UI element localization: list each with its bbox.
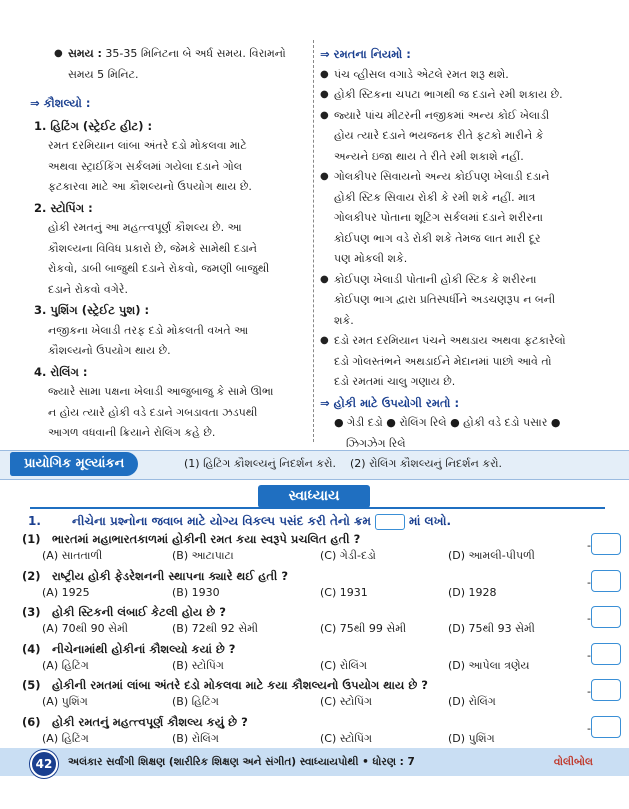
time-text: 35-35 મિનિટના બે અર્ધ સમય. વિરામનો xyxy=(105,47,286,60)
option-d[interactable]: (D) આપેલા ત્રણેય xyxy=(448,658,530,672)
question-number: (4) xyxy=(22,641,41,656)
option-d[interactable]: (D) 75થી 93 સેમી xyxy=(448,622,535,635)
skill-1-line-1: રમત દરમિયાન લાંબા અંતરે દડો મોકલવા માટે xyxy=(48,139,247,152)
games-line-2: ઝિગઝેગ રિલે xyxy=(346,436,406,450)
instruction xyxy=(72,512,451,530)
instruction-answer-box xyxy=(375,514,405,530)
games-heading: ⇒ હોકી માટે ઉપયોગી રમતો : xyxy=(320,395,460,410)
question-text: રાષ્ટ્રીય હોકી ફેડરેશનની સ્થાપના ક્યારે થઈ હતી ? xyxy=(52,568,289,583)
option-b[interactable]: (B) 72થી 92 સેમી xyxy=(172,622,259,635)
time-label: સમય : xyxy=(68,47,102,60)
option-d[interactable]: (D) 1928 xyxy=(448,585,497,599)
option-c[interactable]: (C) સ્ટોપિંગ xyxy=(320,731,373,745)
page-number: 42 xyxy=(30,750,58,778)
question-text: હોકી રમતનું મહત્ત્વપૂર્ણ કૌશલ્ય કયું છે ? xyxy=(52,714,248,729)
question-number: (5) xyxy=(22,678,41,692)
answer-box[interactable] xyxy=(591,533,621,555)
skill-4-line-3: આગળ વધવાની ક્રિયાને રોલિંગ કહે છે. xyxy=(48,426,216,439)
option-a[interactable]: (A) સાતતાળી xyxy=(42,549,103,562)
instruction-text-b: માં લખો. xyxy=(408,514,452,528)
practical-task-1: (1) હિટિંગ કૌશલ્યનું નિદર્શન કરો. xyxy=(184,457,336,470)
option-b[interactable]: (B) હિટિંગ xyxy=(172,695,219,708)
option-a[interactable]: (A) 70થી 90 સેમી xyxy=(42,622,128,635)
instruction-number: 1. xyxy=(28,514,41,528)
skill-2-line-4: દડાને રોકવો વગેરે. xyxy=(48,282,128,296)
answer-dash: - xyxy=(587,539,591,552)
skill-1-title: 1. હિટિંગ (સ્ટ્રેઈટ હીટ) : xyxy=(34,118,153,133)
rule-4-line-1: ● ગોલકીપર સિવાયનો અન્ય કોઈપણ ખેલાડી દડાને xyxy=(320,167,610,188)
question xyxy=(22,714,248,730)
skill-1-line-3: ફટકારવા માટે આ કૌશલ્યનો ઉપયોગ થાય છે. xyxy=(48,180,252,193)
rule-3-line-2: હોય ત્યારે દડાને ભયજનક રીતે ફટકો મારીને કે xyxy=(334,129,544,142)
right-column xyxy=(320,44,610,454)
rule-4-line-3: ગોલકીપર પોતાના શૂટિંગ સર્કલમાં દડાને શરીરના xyxy=(334,211,543,224)
footer-title: અલંકાર સર્વાંગી શિક્ષણ (શારીરિક શિક્ષણ અને સંગીત) સ્વાધ્યાયપોથી • ધોરણ : 7 xyxy=(68,756,415,768)
rule-5-line-1: ● કોઈપણ ખેલાડી પોતાની હોકી સ્ટિક કે શરીરના xyxy=(320,270,610,291)
skills-heading: ⇒ કૌશલ્યો : xyxy=(30,96,91,110)
option-c[interactable]: (C) 1931 xyxy=(320,585,368,599)
option-c[interactable]: (C) 75થી 99 સેમી xyxy=(320,622,407,635)
rule-3-line-1: ● જ્યારે પાંચ મીટરની નજીકમાં અન્ય કોઈ ખેલાડી xyxy=(320,106,610,127)
answer-box[interactable] xyxy=(591,679,621,701)
answer-box[interactable] xyxy=(591,716,621,738)
skill-4-line-2: ન હોય ત્યારે હોકી વડે દડાને ગબડાવતા ઝડપથી xyxy=(48,405,258,419)
option-a[interactable]: (A) 1925 xyxy=(42,585,90,599)
rule-2: ● હોકી સ્ટિકના ચપટા ભાગથી જ દડાને રમી શકાય છે. xyxy=(320,85,610,106)
skill-2-line-1: હોકી રમતનું આ મહત્ત્વપૂર્ણ કૌશલ્ય છે. આ xyxy=(48,221,242,234)
skill-3-line-1: નજીકના ખેલાડી તરફ દડો મોકલતી વખતે આ xyxy=(48,323,249,337)
column-divider xyxy=(313,40,314,442)
option-b[interactable]: (B) આટાપાટા xyxy=(172,549,234,562)
answer-dash: - xyxy=(587,721,591,735)
skill-2-title: 2. સ્ટોપિંગ : xyxy=(34,200,93,215)
practical-tag: પ્રાયોગિક મૂલ્યાંકન xyxy=(10,452,138,476)
answer-box[interactable] xyxy=(591,606,621,628)
option-d[interactable]: (D) રોલિંગ xyxy=(448,695,496,708)
question-number: (3) xyxy=(22,605,41,619)
skill-3-title: 3. પુશિંગ (સ્ટ્રેઈટ પુશ) : xyxy=(34,303,150,317)
rule-4-line-4: કોઈપણ ભાગ વડે રોકી શકે તેમજ લાત મારી દૂર xyxy=(334,231,541,245)
question xyxy=(22,604,226,620)
games-line-1: ● ગેડી દડો ● રોલિંગ રિલે ● હોકી વડે દડો પસાર ● xyxy=(334,416,561,429)
option-b[interactable]: (B) રોલિંગ xyxy=(172,731,219,745)
option-b[interactable]: (B) સ્ટોપિંગ xyxy=(172,658,224,672)
skill-4-title: 4. રોલિંગ : xyxy=(34,364,88,379)
question xyxy=(22,568,288,584)
rule-4-line-2: હોકી સ્ટિક સિવાય રોકી કે રમી શકે નહીં. માત્ર xyxy=(334,190,536,204)
rule-1: ● પંચ વ્હીસલ વગાડે એટલે રમત શરૂ થશે. xyxy=(320,65,610,86)
rule-6-line-1: ● દડો રમત દરમિયાન પંચને અથડાય અથવા ફટકારેલો xyxy=(320,331,610,352)
answer-dash: - xyxy=(587,612,591,625)
question-text: ભારતમાં મહાભારતકાળમાં હોકીની રમત કયા સ્વરૂપે પ્રચલિત હતી ? xyxy=(52,532,361,546)
time-item xyxy=(54,44,306,65)
question-text: હોકી સ્ટિકની લંબાઈ કેટલી હોય છે ? xyxy=(52,605,226,619)
question xyxy=(22,531,360,547)
skill-2-line-3: રોકવો, ડાબી બાજુથી દડાને રોકવો, જમણી બાજુથી xyxy=(48,262,270,275)
option-b[interactable]: (B) 1930 xyxy=(172,585,220,599)
rule-6-line-2: દડો ગોલસ્તંભને અથડાઈને મેદાનમાં પાછો આવે તો xyxy=(334,354,552,368)
option-c[interactable]: (C) રોલિંગ xyxy=(320,658,368,672)
left-column xyxy=(30,44,306,444)
option-c[interactable]: (C) સ્ટોપિંગ xyxy=(320,695,373,708)
option-a[interactable]: (A) હિટિંગ xyxy=(42,658,89,672)
answer-dash: - xyxy=(587,685,591,698)
rule-4-line-5: પણ મોકલી શકે. xyxy=(334,252,408,265)
exercise-title-rule xyxy=(30,507,605,509)
answer-dash: - xyxy=(587,575,591,589)
option-c[interactable]: (C) ગેડી-દડો xyxy=(320,549,376,562)
question-text: નીચેનામાંથી હોકીનાં કૌશલ્યો કયાં છે ? xyxy=(52,641,236,656)
question-text: હોકીની રમતમાં લાંબા અંતરે દડો મોકલવા માટે કયા કૌશલ્યનો ઉપયોગ થાય છે ? xyxy=(52,678,428,692)
option-d[interactable]: (D) પુશિંગ xyxy=(448,731,495,745)
option-d[interactable]: (D) આમલી-પીપળી xyxy=(448,549,535,562)
question-number: (6) xyxy=(22,714,41,729)
rules-heading: ⇒ રમતના નિયમો : xyxy=(320,47,411,61)
rule-3-line-3: અન્યને ઇજા થાય તે રીતે રમી શકાશે નહીં. xyxy=(334,149,524,163)
answer-dash: - xyxy=(587,648,591,662)
exercise-title: સ્વાધ્યાય xyxy=(258,485,370,508)
footer-chapter: વોલીબોલ xyxy=(553,756,593,768)
question-number: (2) xyxy=(22,568,41,583)
rule-6-line-3: દડો રમતમાં ચાલુ ગણાય છે. xyxy=(334,375,456,388)
answer-box[interactable] xyxy=(591,570,621,592)
skill-4-line-1: જ્યારે સામા પક્ષના ખેલાડી આજુબાજુ કે સામે ઊભા xyxy=(48,385,274,398)
option-a[interactable]: (A) પુશિંગ xyxy=(42,695,88,708)
time-text-2: સમય 5 મિનિટ. xyxy=(68,67,139,81)
question xyxy=(22,677,428,693)
rule-5-line-3: શકે. xyxy=(334,313,354,327)
answer-box[interactable] xyxy=(591,643,621,665)
rule-5-line-2: કોઈપણ ભાગ દ્વારા પ્રતિસ્પર્ધીને અડચણરૂપ ન બની xyxy=(334,293,556,306)
question xyxy=(22,641,235,657)
question-number: (1) xyxy=(22,532,41,546)
instruction-text-a: નીચેના પ્રશ્નોના જવાબ માટે યોગ્ય વિકલ્પ પસંદ કરી તેનો ક્રમ xyxy=(72,514,371,528)
skill-2-line-2: કૌશલ્યના વિવિધ પ્રકારો છે, જેમકે સામેથી દડાને xyxy=(48,241,257,255)
practical-task-2: (2) રોલિંગ કૌશલ્યનું નિદર્શન કરો. xyxy=(350,457,503,470)
skill-3-line-2: કૌશલ્યનો ઉપયોગ થાય છે. xyxy=(48,344,171,357)
option-a[interactable]: (A) હિટિંગ xyxy=(42,731,89,745)
skill-1-line-2: અથવા સ્ટ્રાઈકિંગ સર્કલમાં ગયેલા દડાને ગોલ xyxy=(48,159,243,173)
